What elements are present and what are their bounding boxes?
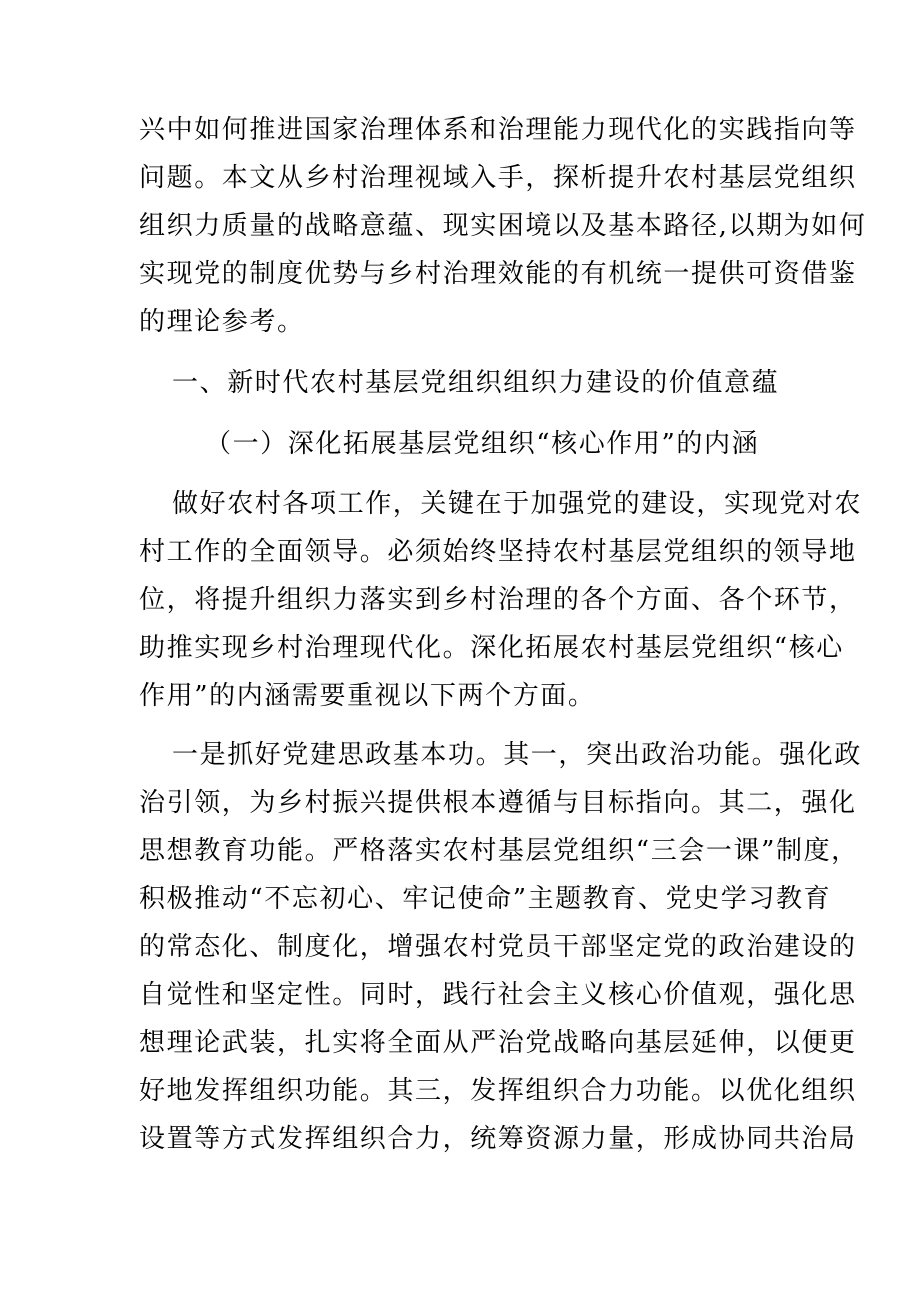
text-line: 自觉性和坚定性。同时，践行社会主义核心价值观，强化思 — [139, 980, 857, 1010]
text-line: 想理论武装，扎实将全面从严治党战略向基层延伸，以便更 — [139, 1028, 857, 1058]
text-line: 好地发挥组织功能。其三，发挥组织合力功能。以优化组织 — [139, 1076, 857, 1106]
text-line: 作用”的内涵需要重视以下两个方面。 — [139, 681, 596, 711]
text-line: 组织力质量的战略意蕴、现实困境以及基本路径,以期为如何 — [139, 211, 867, 241]
text-line: 实现党的制度优势与乡村治理效能的有机统一提供可资借鉴 — [139, 259, 857, 289]
text-line: 的理论参考。 — [139, 307, 305, 337]
text-line: 兴中如何推进国家治理体系和治理能力现代化的实践指向等 — [139, 115, 857, 145]
text-line: 积极推动“不忘初心、牢记使命”主题教育、党史学习教育 — [139, 884, 832, 914]
text-line: 思想教育功能。严格落实农村基层党组织“三会一课”制度， — [139, 836, 859, 866]
text-line: 问题。本文从乡村治理视域入手，探析提升农村基层党组织 — [139, 163, 857, 193]
text-line: 治引领，为乡村振兴提供根本遵循与目标指向。其二，强化 — [139, 788, 857, 818]
text-line: 的常态化、制度化，增强农村党员干部坚定党的政治建设的 — [139, 932, 857, 962]
text-line: 村工作的全面领导。必须始终坚持农村基层党组织的领导地 — [139, 537, 857, 567]
text-line: 一是抓好党建思政基本功。其一，突出政治功能。强化政 — [172, 740, 863, 770]
section-heading: 一、新时代农村基层党组织组织力建设的价值意蕴 — [172, 368, 780, 398]
text-line: 位，将提升组织力落实到乡村治理的各个方面、各个环节， — [139, 585, 857, 615]
subsection-heading: （一）深化拓展基层党组织“核心作用”的内涵 — [205, 429, 760, 459]
text-line: 做好农村各项工作，关键在于加强党的建设，实现党对农 — [172, 489, 863, 519]
text-line: 设置等方式发挥组织合力，统筹资源力量，形成协同共治局 — [139, 1124, 857, 1154]
text-line: 助推实现乡村治理现代化。深化拓展农村基层党组织“核心 — [139, 633, 844, 663]
